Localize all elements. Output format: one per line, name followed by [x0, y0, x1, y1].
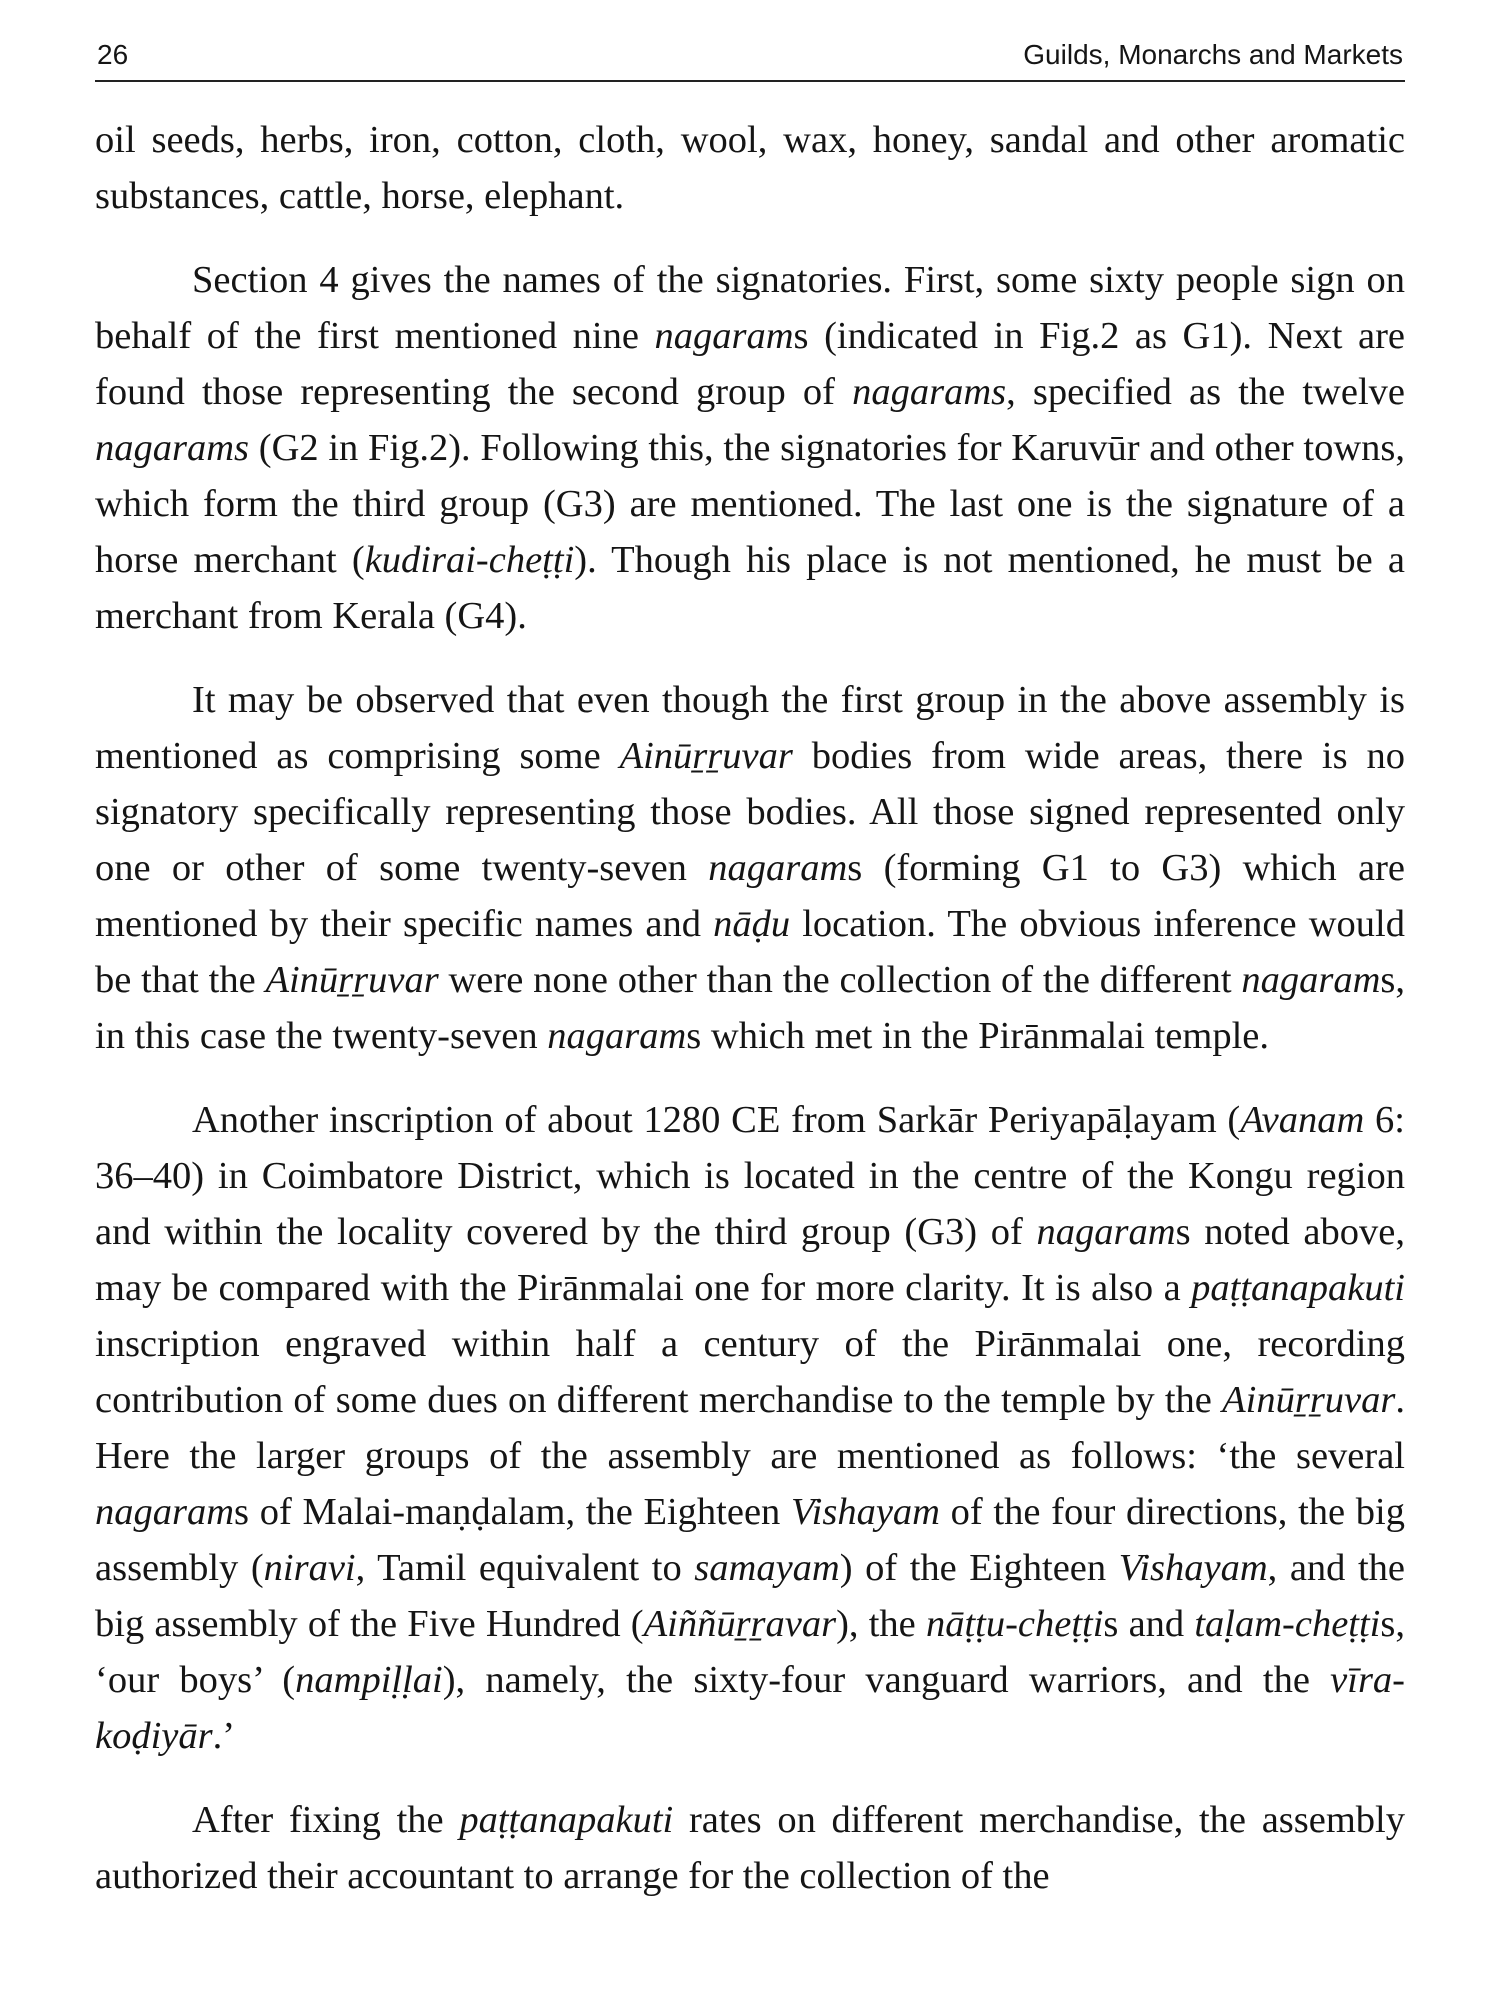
- running-header: [95, 34, 1405, 82]
- text-run: (G2 in Fig.2). Following this, the signatories for Karuvūr and other towns, which form the third group (G3) are mentioned. The last one is the signature of a horse merchant (: [95, 427, 1405, 581]
- italic-term: paṭṭanapakuti: [459, 1799, 674, 1841]
- text-run: , and the big assembly of the Five Hundred (: [95, 1547, 1406, 1645]
- italic-term: Vishayam: [790, 1491, 940, 1533]
- text-run: of the four directions, the big assembly (: [95, 1491, 1405, 1589]
- paragraph-1: [95, 112, 1405, 224]
- text-run: oil seeds, herbs, iron, cotton, cloth, wool, wax, honey, sandal and other aromatic substances, cattle, horse, elephant.: [95, 119, 1405, 217]
- italic-term: nampiḷḷai: [295, 1659, 443, 1701]
- paragraph-2: [95, 252, 1405, 644]
- text-run: s (indicated in Fig.2 as G1). Next are found those representing the second group of: [95, 315, 1405, 413]
- italic-term: nagaram: [1036, 1211, 1176, 1253]
- body-text: [95, 112, 1405, 1904]
- text-run: s (forming G1 to G3) which are mentioned by their specific names and: [95, 847, 1405, 945]
- text-run: bodies from wide areas, there is no signatory specifically representing those bodies. All those signed represented only one or other of some twenty-seven: [95, 735, 1405, 889]
- italic-term: niravi: [263, 1547, 356, 1589]
- italic-term: Ainūṟṟuvar: [1222, 1379, 1396, 1421]
- text-run: After fixing the: [192, 1799, 460, 1841]
- text-run: ), the: [836, 1603, 926, 1645]
- italic-term: nagaram: [1241, 959, 1381, 1001]
- text-run: .’: [212, 1715, 236, 1757]
- text-run: s noted above, may be compared with the Pirānmalai one for more clarity. It is also a: [95, 1211, 1405, 1309]
- page-number: 26: [97, 39, 129, 70]
- text-run: location. The obvious inference would be that the: [95, 903, 1405, 1001]
- italic-term: nagarams: [852, 371, 1007, 413]
- paragraph-5: [95, 1792, 1405, 1904]
- text-run: ). Though his place is not mentioned, he must be a merchant from Kerala (G4).: [95, 539, 1405, 637]
- text-run: . Here the larger groups of the assembly are mentioned as follows: ‘the several: [95, 1379, 1405, 1477]
- text-run: , Tamil equivalent to: [355, 1547, 695, 1589]
- text-run: Section 4 gives the names of the signatories. First, some sixty people sign on behalf of the first mentioned nine: [95, 259, 1405, 357]
- text-run: Another inscription of about 1280 CE from Sarkār Periyapāḷayam (: [192, 1099, 1241, 1141]
- italic-term: nāṭṭu-cheṭṭi: [925, 1603, 1104, 1645]
- italic-term: nāḍu: [713, 903, 791, 945]
- italic-term: paṭṭanapakuti: [1191, 1267, 1405, 1309]
- text-run: ), namely, the sixty-four vanguard warriors, and the: [442, 1659, 1331, 1701]
- italic-term: taḷam-cheṭṭi: [1194, 1603, 1381, 1645]
- text-run: were none other than the collection of the different: [438, 959, 1242, 1001]
- text-run: s, ‘our boys’ (: [95, 1603, 1405, 1701]
- italic-term: Ainūṟṟuvar: [265, 959, 439, 1001]
- text-run: s and: [1103, 1603, 1195, 1645]
- italic-term: nagaram: [654, 315, 794, 357]
- paragraph-3: [95, 672, 1405, 1064]
- italic-term: Vishayam: [1118, 1547, 1268, 1589]
- italic-term: Ainūṟṟuvar: [619, 735, 793, 777]
- italic-term: nagarams: [95, 427, 250, 469]
- text-run: , specified as the twelve: [1006, 371, 1405, 413]
- italic-term: nagaram: [708, 847, 848, 889]
- italic-term: samayam: [694, 1547, 840, 1589]
- italic-term: nagaram: [95, 1491, 235, 1533]
- text-run: It may be observed that even though the first group in the above assembly is mentioned as comprising some: [95, 679, 1405, 777]
- italic-term: nagaram: [547, 1015, 687, 1057]
- italic-term: Aiññūṟṟavar: [643, 1603, 837, 1645]
- text-run: s which met in the Pirānmalai temple.: [686, 1015, 1270, 1057]
- text-run: rates on different merchandise, the assembly authorized their accountant to arrange for the collection of the: [95, 1799, 1405, 1897]
- italic-term: Avanam: [1240, 1099, 1365, 1141]
- text-run: s, in this case the twenty-seven: [95, 959, 1405, 1057]
- text-run: 6: 36–40) in Coimbatore District, which is located in the centre of the Kongu region and within the locality covered by the third group (G3) of: [95, 1099, 1405, 1253]
- text-run: ) of the Eighteen: [839, 1547, 1119, 1589]
- running-title: Guilds, Monarchs and Markets: [1023, 39, 1403, 70]
- text-run: inscription engraved within half a century of the Pirānmalai one, recording contribution of some dues on different merchandise to the temple by the: [95, 1323, 1405, 1421]
- paragraph-4: [95, 1092, 1405, 1764]
- italic-term: vīra-koḍiyār: [95, 1659, 1405, 1757]
- text-run: s of Malai-maṇḍalam, the Eighteen: [234, 1491, 791, 1533]
- italic-term: kudirai-cheṭṭi: [364, 539, 575, 581]
